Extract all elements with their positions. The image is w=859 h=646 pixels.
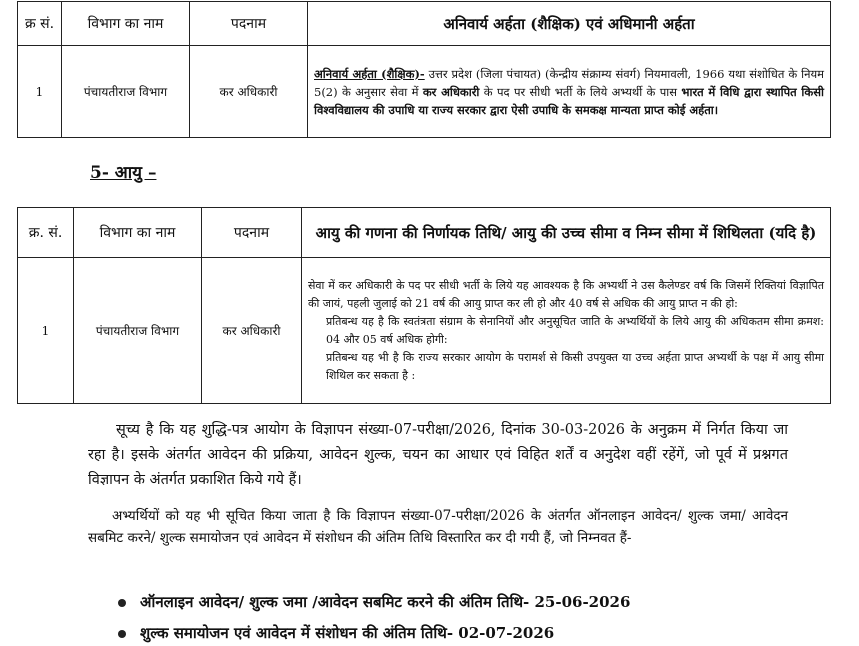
- qualification-text-1: उत्तर प्रदेश (जिला पंचायत) (केन्द्रीय संक्राम्य संवर्ग) नियमावली, 1966 यथा संशोधित के नियम 5(2) के अनुसार सेवा में: [314, 66, 824, 99]
- col-header-post: पदनाम: [190, 2, 308, 46]
- age-table: [17, 207, 831, 404]
- age-proviso-1: प्रतिबन्ध यह है कि स्वतंत्रता संग्राम के सेनानियों और अनुसूचित जाति के अभ्यर्थियों के लिये आयु की अधिकतम सीमा क्रमश: 04 और 05 वर्ष अधिक होगी:: [326, 314, 824, 346]
- qualification-table: [17, 1, 831, 138]
- col-header-sno: क्र सं.: [18, 2, 62, 46]
- section-heading-age: 5- आयु –: [90, 163, 157, 183]
- table-row: [18, 46, 831, 138]
- notice-paragraph-2: अभ्यर्थियों को यह भी सूचित किया जाता है कि विज्ञापन संख्या-07-परीक्षा/2026 के अंतर्गत ऑनलाइन आवेदन/ शुल्क जमा/ आवेदन सबमिट करने/ शुल्क समायोजन एवं आवेदन में संशोधन की अंतिम तिथि विस्तारित कर दी गयी हैं, जो निम्नवत हैं-: [88, 508, 788, 546]
- cell-department: पंचायतीराज विभाग: [62, 46, 190, 138]
- qualification-text-2: के पद पर सीधी भर्ती के लिये अभ्यर्थी के पास: [479, 84, 682, 99]
- cell-post: कर अधिकारी: [190, 46, 308, 138]
- age-proviso-2: प्रतिबन्ध यह भी है कि राज्य सरकार आयोग के परामर्श से किसी उपयुक्त या उच्च अर्हता प्राप्त अभ्यर्थी के पक्ष में आयु सीमा शिथिल कर सकता है :: [326, 350, 824, 382]
- bullet-dot-icon: [118, 599, 126, 607]
- bullet-dot-icon: [118, 630, 126, 638]
- cell-age-criteria: [302, 258, 831, 404]
- cell-qualification: [308, 46, 831, 138]
- col-header-sno: क्र. सं.: [18, 208, 74, 258]
- cell-department: पंचायतीराज विभाग: [74, 258, 202, 404]
- qualification-label: अनिवार्य अर्हता (शैक्षिक)-: [314, 66, 425, 81]
- age-rule-text: सेवा में कर अधिकारी के पद पर सीधी भर्ती के लिये यह आवश्यक है कि अभ्यर्थी ने उस कैलेण्डर वर्ष कि जिसमें रिक्तियां विज्ञापित की जायं, पहली जुलाई को 21 वर्ष की आयु प्राप्त कर ली हो और 40 वर्ष से अधिक की आयु प्राप्त न की हो:: [308, 278, 824, 310]
- qualification-bold-1: कर अधिकारी: [422, 84, 480, 99]
- cell-post: कर अधिकारी: [202, 258, 302, 404]
- col-header-post: पदनाम: [202, 208, 302, 258]
- bullet-text: शुल्क समायोजन एवं आवेदन में संशोधन की अंतिम तिथि- 02-07-2026: [140, 624, 555, 642]
- bullet-item-online-deadline: [118, 592, 630, 612]
- notice-paragraph-1: सूच्य है कि यह शुद्धि-पत्र आयोग के विज्ञापन संख्या-07-परीक्षा/2026, दिनांक 30-03-2026 के अनुक्रम में निर्गत किया जा रहा है। इसके अंतर्गत आवेदन की प्रक्रिया, आवेदन शुल्क, चयन का आधार एवं विहित शर्तें व अनुदेश वहीं रहेंगें, जो पूर्व में प्रश्नगत विज्ञापन के अंतर्गत प्रकाशित किये गये हैं।: [88, 422, 788, 488]
- col-header-department: विभाग का नाम: [62, 2, 190, 46]
- bullet-item-correction-deadline: [118, 623, 554, 643]
- col-header-qualification: अनिवार्य अर्हता (शैक्षिक) एवं अधिमानी अर्हता: [308, 2, 831, 46]
- bullet-text: ऑनलाइन आवेदन/ शुल्क जमा /आवेदन सबमिट करने की अंतिम तिथि- 25-06-2026: [140, 593, 631, 611]
- qualification-bold-2: भारत में विधि द्वारा स्थापित किसी विश्वविद्यालय की उपाधि या राज्य सरकार द्वारा ऐसी उपाधि के समकक्ष मान्यता प्राप्त कोई अर्हता।: [314, 84, 824, 117]
- table-row: [18, 258, 831, 404]
- col-header-department: विभाग का नाम: [74, 208, 202, 258]
- cell-sno: 1: [18, 46, 62, 138]
- col-header-age-criteria: आयु की गणना की निर्णायक तिथि/ आयु की उच्च सीमा व निम्न सीमा में शिथिलता (यदि है): [302, 208, 831, 258]
- cell-sno: 1: [18, 258, 74, 404]
